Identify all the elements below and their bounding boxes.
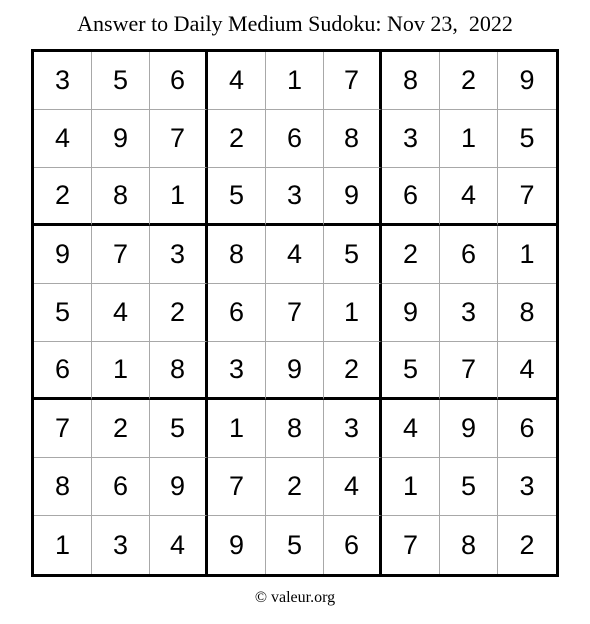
sudoku-cell: 2 xyxy=(324,342,382,400)
sudoku-cell: 7 xyxy=(150,110,208,168)
sudoku-cell: 2 xyxy=(440,52,498,110)
sudoku-cell: 4 xyxy=(266,226,324,284)
sudoku-cell: 1 xyxy=(324,284,382,342)
sudoku-cell: 7 xyxy=(34,400,92,458)
sudoku-cell: 4 xyxy=(382,400,440,458)
sudoku-cell: 9 xyxy=(34,226,92,284)
sudoku-cell: 1 xyxy=(92,342,150,400)
sudoku-cell: 4 xyxy=(498,342,556,400)
sudoku-cell: 9 xyxy=(440,400,498,458)
sudoku-cell: 7 xyxy=(440,342,498,400)
sudoku-cell: 5 xyxy=(34,284,92,342)
sudoku-cell: 4 xyxy=(92,284,150,342)
sudoku-cell: 6 xyxy=(150,52,208,110)
sudoku-cell: 2 xyxy=(208,110,266,168)
sudoku-cell: 3 xyxy=(266,168,324,226)
puzzle-title: Answer to Daily Medium Sudoku: Nov 23, 2022 xyxy=(77,11,513,36)
sudoku-cell: 7 xyxy=(266,284,324,342)
sudoku-cell: 1 xyxy=(440,110,498,168)
sudoku-cell: 4 xyxy=(34,110,92,168)
sudoku-cell: 3 xyxy=(440,284,498,342)
sudoku-cell: 9 xyxy=(208,516,266,574)
sudoku-cell: 8 xyxy=(208,226,266,284)
sudoku-cell: 4 xyxy=(324,458,382,516)
sudoku-cell: 7 xyxy=(324,52,382,110)
sudoku-cell: 2 xyxy=(519,529,535,560)
sudoku-cell: 8 xyxy=(266,400,324,458)
sudoku-cell: 3 xyxy=(324,400,382,458)
sudoku-cell: 1 xyxy=(498,226,556,284)
sudoku-cell: 2 xyxy=(92,400,150,458)
sudoku-cell: 1 xyxy=(208,400,266,458)
sudoku-cell: 9 xyxy=(266,342,324,400)
sudoku-cell: 6 xyxy=(34,342,92,400)
sudoku-cell: 4 xyxy=(208,52,266,110)
copyright-footer: © valeur.org xyxy=(254,589,336,606)
sudoku-cell: 3 xyxy=(150,226,208,284)
sudoku-cell: 7 xyxy=(382,516,440,574)
sudoku-cell: 9 xyxy=(150,458,208,516)
sudoku-cell: 1 xyxy=(150,168,208,226)
sudoku-cell: 2 xyxy=(34,168,92,226)
sudoku-cell: 6 xyxy=(208,284,266,342)
sudoku-cell: 9 xyxy=(382,284,440,342)
sudoku-cell: 3 xyxy=(34,52,92,110)
sudoku-cell: 6 xyxy=(324,516,382,574)
sudoku-cell: 8 xyxy=(324,110,382,168)
sudoku-cell: 5 xyxy=(150,400,208,458)
sudoku-cell: 9 xyxy=(324,168,382,226)
sudoku-cell: 2 xyxy=(382,226,440,284)
sudoku-cell: 2 xyxy=(150,284,208,342)
sudoku-cell: 8 xyxy=(440,516,498,574)
sudoku-cell: 3 xyxy=(382,110,440,168)
sudoku-cell: 9 xyxy=(498,52,556,110)
sudoku-cell: 9 xyxy=(92,110,150,168)
sudoku-cell: 1 xyxy=(382,458,440,516)
sudoku-cell: 5 xyxy=(324,226,382,284)
sudoku-grid xyxy=(31,49,559,577)
sudoku-cell: 5 xyxy=(382,342,440,400)
sudoku-cell: 7 xyxy=(92,226,150,284)
sudoku-cell: 4 xyxy=(440,168,498,226)
sudoku-cell: 8 xyxy=(498,284,556,342)
sudoku-cell: 8 xyxy=(382,52,440,110)
sudoku-cell: 8 xyxy=(150,342,208,400)
sudoku-cell: 5 xyxy=(440,458,498,516)
sudoku-cell: 5 xyxy=(208,168,266,226)
sudoku-cell: 2 xyxy=(266,458,324,516)
sudoku-cell: 6 xyxy=(92,458,150,516)
sudoku-cell: 5 xyxy=(498,110,556,168)
sudoku-cell: 6 xyxy=(266,110,324,168)
sudoku-cell: 5 xyxy=(92,52,150,110)
sudoku-cell: 7 xyxy=(208,458,266,516)
sudoku-cell: 8 xyxy=(92,168,150,226)
sudoku-cell: 6 xyxy=(498,400,556,458)
sudoku-cell: 5 xyxy=(266,516,324,574)
sudoku-cell: 6 xyxy=(382,168,440,226)
sudoku-cell: 6 xyxy=(440,226,498,284)
sudoku-cell: 1 xyxy=(266,52,324,110)
sudoku-cell: 7 xyxy=(498,168,556,226)
sudoku-cell: 8 xyxy=(34,458,92,516)
sudoku-cell: 4 xyxy=(150,516,208,574)
sudoku-cell: 3 xyxy=(208,342,266,400)
sudoku-cell: 3 xyxy=(92,516,150,574)
sudoku-cell: 3 xyxy=(498,458,556,516)
sudoku-cell: 1 xyxy=(34,516,92,574)
